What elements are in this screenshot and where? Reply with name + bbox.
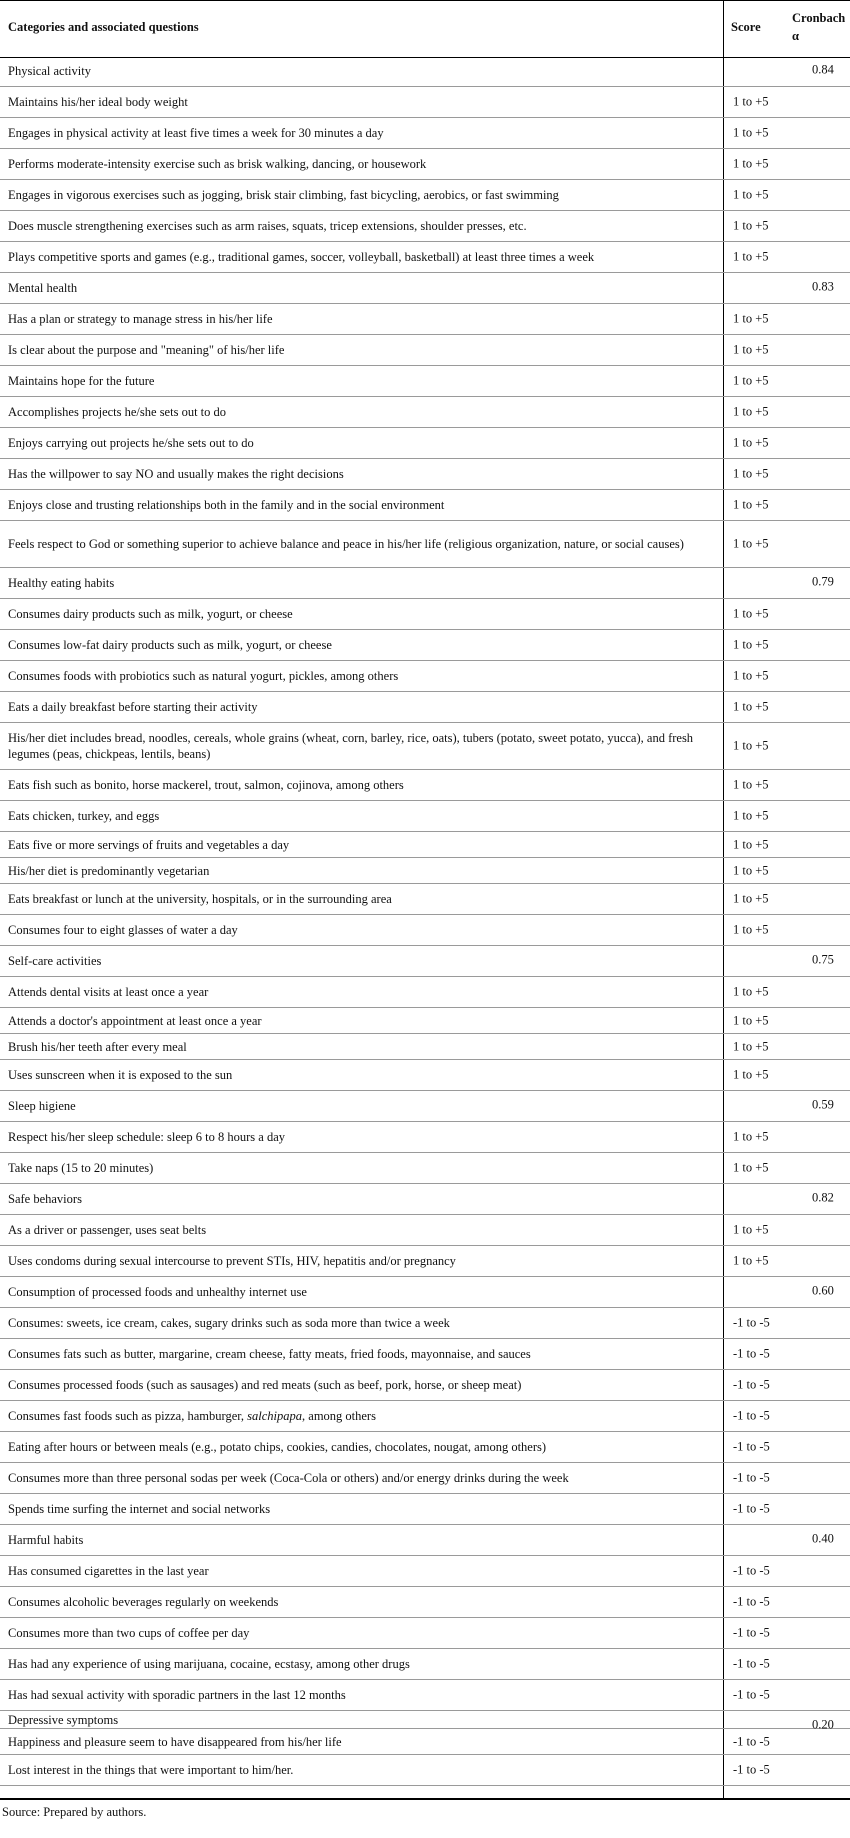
question-text: Consumes alcoholic beverages regularly on weekends — [8, 1595, 279, 1609]
score-range: 1 to +5 — [733, 637, 769, 652]
score-range: 1 to +5 — [733, 1129, 769, 1144]
score-range: -1 to -5 — [733, 1439, 770, 1454]
question-text: Enjoys close and trusting relationships both in the family and in the social environment — [8, 498, 445, 512]
question-row — [0, 1729, 850, 1755]
question-text: Has the willpower to say NO and usually makes the right decisions — [8, 467, 344, 481]
question-row — [0, 1060, 850, 1091]
category-row — [0, 56, 850, 87]
question-row — [0, 1339, 850, 1370]
score-range: -1 to -5 — [733, 1408, 770, 1423]
question-text: Eats fish such as bonito, horse mackerel, trout, salmon, cojinova, among others — [8, 778, 404, 792]
question-text-part: Consumes fast foods such as pizza, hamburger, — [8, 1409, 248, 1423]
question-row — [0, 770, 850, 801]
score-range: 1 to +5 — [733, 699, 769, 714]
question-text: Has had sexual activity with sporadic partners in the last 12 months — [8, 1688, 346, 1702]
question-row — [0, 1618, 850, 1649]
question-row — [0, 1680, 850, 1711]
cronbach-alpha-value: 0.59 — [812, 1097, 834, 1112]
score-range: 1 to +5 — [733, 1160, 769, 1175]
question-text: Maintains hope for the future — [8, 374, 155, 388]
cronbach-alpha-value: 0.20 — [812, 1717, 834, 1732]
question-text: Eats five or more servings of fruits and vegetables a day — [8, 837, 290, 852]
cronbach-alpha-value: 0.79 — [812, 574, 834, 589]
score-range: -1 to -5 — [733, 1734, 770, 1748]
score-range: 1 to +5 — [733, 435, 769, 450]
score-range: 1 to +5 — [733, 777, 769, 792]
question-row — [0, 832, 850, 858]
table-bottom-rule — [0, 1798, 850, 1800]
question-text: Performs moderate-intensity exercise such as brisk walking, dancing, or housework — [8, 157, 427, 171]
score-range: 1 to +5 — [733, 536, 769, 551]
question-row — [0, 915, 850, 946]
score-range: 1 to +5 — [733, 187, 769, 202]
score-range: -1 to -5 — [733, 1563, 770, 1578]
question-text: Consumes: sweets, ice cream, cakes, sugary drinks such as soda more than twice a week — [8, 1316, 450, 1330]
question-text: Lost interest in the things that were important to him/her. — [8, 1763, 294, 1777]
header-alpha-line2: α — [792, 29, 799, 43]
table-body — [0, 56, 850, 1786]
category-name: Consumption of processed foods and unhealthy internet use — [8, 1285, 307, 1299]
question-text: Eats chicken, turkey, and eggs — [8, 809, 160, 823]
question-text: His/her diet includes bread, noodles, cereals, whole grains (wheat, corn, barley, rice, oats), tubers (potato, sweet potato, yucca), and fresh legumes (peas, chickpeas, lentils, beans) — [8, 731, 694, 761]
score-range: 1 to +5 — [733, 373, 769, 388]
question-row — [0, 459, 850, 490]
score-range: 1 to +5 — [733, 125, 769, 140]
question-text: Consumes low-fat dairy products such as milk, yogurt, or cheese — [8, 638, 332, 652]
category-name: Self-care activities — [8, 954, 102, 968]
question-text: Uses condoms during sexual intercourse to prevent STIs, HIV, hepatitis and/or pregnancy — [8, 1254, 456, 1268]
question-text: Consumes foods with probiotics such as natural yogurt, pickles, among others — [8, 669, 399, 683]
question-row — [0, 521, 850, 568]
score-range: 1 to +5 — [733, 808, 769, 823]
score-range: -1 to -5 — [733, 1594, 770, 1609]
question-row — [0, 630, 850, 661]
question-row — [0, 87, 850, 118]
question-row — [0, 1308, 850, 1339]
score-range: -1 to -5 — [733, 1687, 770, 1702]
question-text: Does muscle strengthening exercises such as arm raises, squats, tricep extensions, shoulder presses, etc. — [8, 219, 527, 233]
cronbach-alpha-value: 0.84 — [812, 62, 834, 77]
score-range: 1 to +5 — [733, 466, 769, 481]
question-text: Engages in vigorous exercises such as jogging, brisk stair climbing, fast bicycling, aerobics, or fast swimming — [8, 188, 559, 202]
question-row — [0, 1008, 850, 1034]
score-range: -1 to -5 — [733, 1315, 770, 1330]
category-row — [0, 946, 850, 977]
question-row — [0, 242, 850, 273]
cronbach-alpha-value: 0.40 — [812, 1531, 834, 1546]
question-text: Spends time surfing the internet and social networks — [8, 1502, 271, 1516]
score-range: -1 to -5 — [733, 1656, 770, 1671]
question-row — [0, 211, 850, 242]
question-text: Happiness and pleasure seem to have disappeared from his/her life — [8, 1734, 342, 1749]
question-row — [0, 599, 850, 630]
score-range: -1 to -5 — [733, 1501, 770, 1516]
question-row — [0, 692, 850, 723]
question-text: Respect his/her sleep schedule: sleep 6 to 8 hours a day — [8, 1130, 286, 1144]
question-row — [0, 1432, 850, 1463]
question-text: Consumes more than three personal sodas per week (Coca-Cola or others) and/or energy drinks during the week — [8, 1471, 569, 1485]
score-range: 1 to +5 — [733, 1222, 769, 1237]
score-range: 1 to +5 — [733, 342, 769, 357]
score-range: -1 to -5 — [733, 1470, 770, 1485]
question-row — [0, 1153, 850, 1184]
score-range: 1 to +5 — [733, 311, 769, 326]
question-row — [0, 490, 850, 521]
category-row — [0, 1711, 850, 1732]
category-row — [0, 568, 850, 599]
score-range: 1 to +5 — [733, 1013, 769, 1027]
score-range: 1 to +5 — [733, 94, 769, 109]
question-row — [0, 723, 850, 770]
header-cronbach-alpha — [792, 9, 845, 45]
category-name: Healthy eating habits — [8, 576, 115, 590]
question-row — [0, 801, 850, 832]
category-name: Physical activity — [8, 64, 91, 78]
question-text: Eating after hours or between meals (e.g., potato chips, cookies, candies, chocolates, nougat, among others) — [8, 1440, 547, 1454]
category-name: Safe behaviors — [8, 1192, 82, 1206]
question-text: Engages in physical activity at least five times a week for 30 minutes a day — [8, 126, 384, 140]
question-row — [0, 1034, 850, 1060]
question-text: Plays competitive sports and games (e.g., traditional games, soccer, volleyball, basketball) at least three times a week — [8, 250, 595, 264]
question-row — [0, 1494, 850, 1525]
question-text: Consumes dairy products such as milk, yogurt, or cheese — [8, 607, 293, 621]
score-range: -1 to -5 — [733, 1625, 770, 1640]
question-text: Take naps (15 to 20 minutes) — [8, 1161, 154, 1175]
question-text: Accomplishes projects he/she sets out to do — [8, 405, 227, 419]
question-row — [0, 1215, 850, 1246]
question-text: Consumes processed foods (such as sausages) and red meats (such as beef, pork, horse, or sheep meat) — [8, 1378, 522, 1392]
score-range: 1 to +5 — [733, 1067, 769, 1082]
question-row — [0, 335, 850, 366]
score-range: -1 to -5 — [733, 1377, 770, 1392]
question-row — [0, 977, 850, 1008]
question-text: Feels respect to God or something superior to achieve balance and peace in his/her life (religious organization, nature, or social causes) — [8, 537, 684, 551]
question-row — [0, 1370, 850, 1401]
score-range: 1 to +5 — [733, 404, 769, 419]
question-row — [0, 428, 850, 459]
score-range: 1 to +5 — [733, 156, 769, 171]
question-text: His/her diet is predominantly vegetarian — [8, 863, 210, 878]
question-row — [0, 1401, 850, 1432]
question-text: Attends a doctor's appointment at least once a year — [8, 1013, 262, 1028]
category-name: Depressive symptoms — [8, 1712, 119, 1727]
header-alpha-line1: Cronbach — [792, 11, 846, 25]
question-text: Consumes fats such as butter, margarine, cream cheese, fatty meats, fried foods, mayonnaise, and sauces — [8, 1347, 531, 1361]
question-text: Brush his/her teeth after every meal — [8, 1039, 187, 1054]
question-row — [0, 149, 850, 180]
category-row — [0, 273, 850, 304]
question-text — [8, 1408, 716, 1424]
category-row — [0, 1277, 850, 1308]
question-row — [0, 858, 850, 884]
question-row — [0, 1556, 850, 1587]
score-range: 1 to +5 — [733, 249, 769, 264]
question-row — [0, 884, 850, 915]
question-row — [0, 118, 850, 149]
header-score: Score — [731, 20, 761, 34]
source-note: Source: Prepared by authors. — [2, 1805, 147, 1819]
score-range: 1 to +5 — [733, 218, 769, 233]
score-range: 1 to +5 — [733, 497, 769, 512]
score-range: 1 to +5 — [733, 1253, 769, 1268]
question-text: Enjoys carrying out projects he/she sets out to do — [8, 436, 254, 450]
question-row — [0, 304, 850, 335]
question-text: Has had any experience of using marijuana, cocaine, ecstasy, among other drugs — [8, 1657, 410, 1671]
question-row — [0, 1587, 850, 1618]
score-range: 1 to +5 — [733, 922, 769, 937]
question-text: Has consumed cigarettes in the last year — [8, 1564, 209, 1578]
question-row — [0, 397, 850, 428]
cronbach-alpha-value: 0.82 — [812, 1190, 834, 1205]
category-name: Harmful habits — [8, 1533, 84, 1547]
category-row — [0, 1091, 850, 1122]
cronbach-alpha-value: 0.60 — [812, 1283, 834, 1298]
score-range: -1 to -5 — [733, 1762, 770, 1777]
score-range: 1 to +5 — [733, 668, 769, 683]
question-text: Uses sunscreen when it is exposed to the sun — [8, 1068, 233, 1082]
score-range: 1 to +5 — [733, 1039, 769, 1053]
cronbach-alpha-value: 0.83 — [812, 279, 834, 294]
question-row — [0, 366, 850, 397]
category-name: Mental health — [8, 281, 78, 295]
category-name: Sleep higiene — [8, 1099, 76, 1113]
score-range: -1 to -5 — [733, 1346, 770, 1361]
question-text: Has a plan or strategy to manage stress in his/her life — [8, 312, 273, 326]
question-row — [0, 1246, 850, 1277]
question-text: Maintains his/her ideal body weight — [8, 95, 188, 109]
question-text-italic: salchipapa — [247, 1409, 303, 1423]
question-text: Is clear about the purpose and "meaning" of his/her life — [8, 343, 285, 357]
question-text: Attends dental visits at least once a year — [8, 985, 209, 999]
cronbach-alpha-value: 0.75 — [812, 952, 834, 967]
score-range: 1 to +5 — [733, 606, 769, 621]
question-text: As a driver or passenger, uses seat belts — [8, 1223, 207, 1237]
score-range: 1 to +5 — [733, 863, 769, 877]
question-row — [0, 661, 850, 692]
question-text: Consumes four to eight glasses of water a day — [8, 923, 238, 937]
question-row — [0, 1463, 850, 1494]
score-range: 1 to +5 — [733, 738, 769, 753]
score-range: 1 to +5 — [733, 984, 769, 999]
score-range: 1 to +5 — [733, 837, 769, 851]
question-row — [0, 1755, 850, 1786]
question-text-part: , among others — [302, 1409, 376, 1423]
score-range: 1 to +5 — [733, 891, 769, 906]
question-text: Eats breakfast or lunch at the university, hospitals, or in the surrounding area — [8, 892, 392, 906]
question-row — [0, 1122, 850, 1153]
category-row — [0, 1525, 850, 1556]
question-text: Eats a daily breakfast before starting their activity — [8, 700, 258, 714]
question-row — [0, 1649, 850, 1680]
category-row — [0, 1184, 850, 1215]
header-category: Categories and associated questions — [8, 20, 199, 34]
question-row — [0, 180, 850, 211]
question-text: Consumes more than two cups of coffee per day — [8, 1626, 250, 1640]
